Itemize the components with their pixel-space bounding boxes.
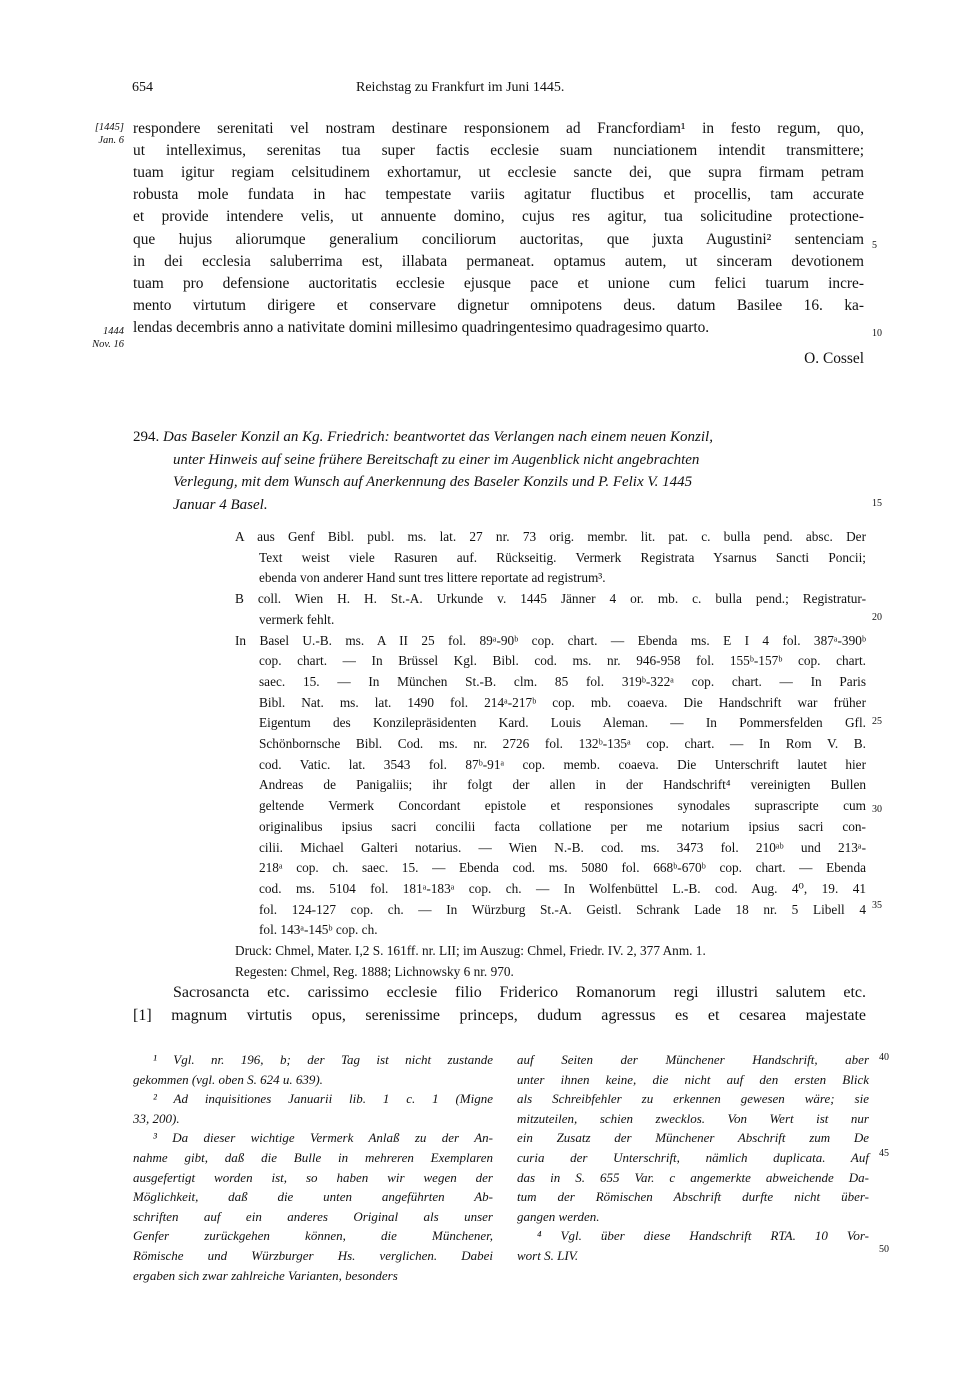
footnote-line: 33, 200). xyxy=(133,1110,180,1126)
source-line: Bibl. Nat. ms. lat. 1490 fol. 214ᵃ-217ᵇ cop. mb. coaeva. Die Handschrift war früher xyxy=(259,694,866,710)
footnote-line: ausgefertigt worden ist, so haben wir wegen der xyxy=(133,1169,493,1185)
regest-line xyxy=(133,426,866,449)
line-number: 5 xyxy=(872,240,877,251)
footnote-line: ergaben sich zwar zahlreiche Varianten, besonders xyxy=(133,1267,398,1283)
footnote-line: nahme gibt, daß die Bulle in mehreren Exemplaren xyxy=(133,1150,493,1165)
regest-line xyxy=(133,494,866,517)
page-number: 654 xyxy=(132,80,153,95)
footnote-line: tum der Römischen Abschrift durfte nicht über- xyxy=(517,1189,869,1205)
source-line: geltende Vermerk Concordant epistole et responsiones synodales suprascripte cum xyxy=(259,798,866,814)
margin-date-1444 xyxy=(60,325,124,351)
document-294-regest xyxy=(133,426,866,516)
letter-line: mento virtutum dirigere et conservare dignetur omnipotens deus. datum Basilee 16. ka- xyxy=(133,296,864,314)
footnote-line: als Schreibfehler zu erkennen gewesen wäre; sie xyxy=(517,1091,869,1107)
letter-line: lendas decembris anno a nativitate domini millesimo quadringentesimo quadragesimo quarto. xyxy=(133,318,710,336)
margin-date-1445 xyxy=(60,121,124,147)
letter-line: tuam pro defensione auctoritatis ecclesie ejusque pace et unione cum felici tuarum incre- xyxy=(133,274,864,292)
source-line: saec. 15. — In München St.-B. clm. 85 fol. 319ᵇ-322ᵃ cop. chart. — In Paris xyxy=(259,673,866,689)
source-line: fol. 143ᵃ-145ᵇ cop. ch. xyxy=(259,922,378,938)
footnote-line: Genfer zurückgehen können, die Münchener, xyxy=(133,1228,493,1244)
line-number: 50 xyxy=(879,1244,889,1255)
text-line: [1] magnum virtutis opus, serenissime princeps, dudum agressus es et cesarea majestate xyxy=(133,1007,866,1024)
source-line: Regesten: Chmel, Reg. 1888; Lichnowsky 6 nr. 970. xyxy=(235,963,514,979)
line-number: 40 xyxy=(879,1052,889,1063)
source-line: Andreas de Panigaliis; ihr folgt der allen in der Handschrift⁴ vereinigten Bullen xyxy=(259,777,866,793)
running-header xyxy=(0,80,960,100)
letter-line: que hujus aliorumque generalium conciliorum auctoritas, que juxta Augustini² sentenciam xyxy=(133,230,864,248)
footnote-line: ⁴ Vgl. über diese Handschrift RTA. 10 Vor- xyxy=(537,1228,869,1244)
letter-line: et provide intendere velis, ut annuente domino, cujus res agitur, tua solicitudine protectione- xyxy=(133,208,864,226)
line-number: 25 xyxy=(872,716,882,727)
footnote-line: ² Ad inquisitiones Januarii lib. 1 c. 1 (Migne xyxy=(153,1091,493,1107)
source-line: ebenda von anderer Hand sunt tres littere reportate ad registrum³. xyxy=(259,570,606,586)
letter-line: in dei ecclesia saluberrima est, illabata permaneat. optamus autem, ut sinceram devotionem xyxy=(133,252,864,270)
source-line: cod. Vatic. lat. 3543 fol. 87ᵇ-91ᵃ cop. memb. coaeva. Die Unterschrift lautet hier xyxy=(259,756,866,772)
line-number: 35 xyxy=(872,900,882,911)
regest-line xyxy=(133,449,866,472)
footnote-line: gangen werden. xyxy=(517,1208,600,1224)
footnote-line: Möglichkeit, daß die unten angeführten Ab- xyxy=(133,1189,493,1205)
regest-text: Das Baseler Konzil an Kg. Friedrich: beantwortet das Verlangen nach einem neuen Konzil, xyxy=(163,429,713,445)
footnote-line: Römische und Würzburger Hs. verglichen. Dabei xyxy=(133,1248,493,1263)
text-line: Sacrosancta etc. carissimo ecclesie filio Friderico Romanorum regi illustri salutem etc. xyxy=(173,984,866,1001)
letter-line: ut intelleximus, serenitas tua super factis ecclesie suam nunciationem intendit transmittere; xyxy=(133,142,864,160)
footnote-line: mitzuteilen, schien zwecklos. Von Wert ist nur xyxy=(517,1110,869,1126)
line-number: 10 xyxy=(872,328,882,339)
line-number: 45 xyxy=(879,1148,889,1159)
letter-line: tuam igitur regiam celsitudinem exhortamur, ut ecclesie sancte dei, que supra firmam petram xyxy=(133,164,864,182)
regest-text: Verlegung, mit dem Wunsch auf Anerkennung des Baseler Konzils und P. Felix V. 1445 xyxy=(173,474,693,490)
footnote-line: schriften auf ein anderes Original als unser xyxy=(133,1208,493,1224)
regest-text: unter Hinweis auf seine frühere Bereitschaft zu einer im Augenblick nicht angebrachten xyxy=(173,451,700,468)
source-line: vermerk fehlt. xyxy=(259,611,335,627)
footnote-line: gekommen (vgl. oben S. 624 u. 639). xyxy=(133,1071,323,1087)
source-line: cod. ms. 5104 fol. 181ᵃ-183ᵃ cop. ch. — In Wolfenbüttel L.-B. cod. Aug. 4⁰, 19. 41 xyxy=(259,880,866,896)
source-line: cop. chart. — In Brüssel Kgl. Bibl. cod. ms. nr. 946-958 fol. 155ᵇ-157ᵇ cop. chart. xyxy=(259,653,866,669)
source-line: originalibus ipsius sacri concilii facta collatione per me notarium ipsius sacri con- xyxy=(259,818,866,834)
source-line: Schönbornsche Bibl. Cod. ms. nr. 2726 fol. 132ᵇ-135ᵃ cop. chart. — In Rom V. B. xyxy=(259,736,866,751)
source-line: B coll. Wien H. H. St.-A. Urkunde v. 1445 Jänner 4 or. mb. c. bulla pend.; Registratur- xyxy=(235,591,866,607)
letter-line: robusta mole fundata in hac tempestate variis agitatur fluctibus et procellis, tam accurate xyxy=(133,186,864,204)
source-line: A aus Genf Bibl. publ. ms. lat. 27 nr. 73 orig. membr. lit. pat. c. bulla pend. absc. Der xyxy=(235,529,866,544)
regest-line xyxy=(133,471,866,494)
letter-line: respondere serenitati vel nostram destinare responsionem ad Francfordiam¹ in festo regum, quo, xyxy=(133,120,864,137)
margin-date-day: Nov. 16 xyxy=(92,339,124,350)
source-line: fol. 124-127 cop. ch. — In Würzburg St.-A. Geistl. Schrank Lade 18 nr. 5 Libell 4 xyxy=(259,901,866,917)
footnote-line: wort S. LIV. xyxy=(517,1248,579,1263)
margin-date-day: Jan. 6 xyxy=(98,135,124,146)
source-line: cilii. Michael Galteri notarius. — Wien N.-B. cod. ms. 3473 fol. 210ᵃᵇ und 213ᵃ- xyxy=(259,839,866,855)
footnote-line: unter ihnen keine, die nicht auf den ersten Blick xyxy=(517,1071,869,1087)
margin-date-year: [1445] xyxy=(94,122,124,133)
running-title: Reichstag zu Frankfurt im Juni 1445. xyxy=(356,80,565,95)
source-line: Text weist viele Rasuren auf. Rückseitig. Vermerk Registrata Ysarnus Sancti Poncii; xyxy=(259,549,866,565)
line-number: 15 xyxy=(872,498,882,509)
document-number: 294. xyxy=(133,429,163,445)
source-line: In Basel U.-B. ms. A II 25 fol. 89ᵃ-90ᵇ cop. chart. — Ebenda ms. E I 4 fol. 387ᵃ-390ᵇ xyxy=(235,632,866,648)
footnote-line: curia der Unterschrift, nämlich duplicata. Auf xyxy=(517,1150,869,1165)
line-number: 30 xyxy=(872,804,882,815)
regest-text: Januar 4 Basel. xyxy=(173,496,268,513)
footnote-line: ein Zusatz der Münchener Abschrift zum De xyxy=(517,1130,869,1146)
margin-date-year: 1444 xyxy=(103,326,124,337)
signature: O. Cossel xyxy=(804,350,864,367)
footnote-line: das in S. 655 Var. c angemerkte abweichende Da- xyxy=(517,1169,869,1185)
footnote-line: auf Seiten der Münchener Handschrift, aber xyxy=(517,1052,869,1067)
source-line: Druck: Chmel, Mater. I,2 S. 161ff. nr. LII; im Auszug: Chmel, Friedr. IV. 2, 377 Anm. 1. xyxy=(235,943,706,958)
footnote-line: ¹ Vgl. nr. 196, b; der Tag ist nicht zustande xyxy=(153,1052,493,1067)
footnote-line: ³ Da dieser wichtige Vermerk Anlaß zu der An- xyxy=(153,1130,493,1146)
line-number: 20 xyxy=(872,612,882,623)
source-line: 218ᵃ cop. ch. saec. 15. — Ebenda cod. ms. 5080 fol. 668ᵇ-670ᵇ cop. chart. — Ebenda xyxy=(259,860,866,876)
source-line: Eigentum des Konzilepräsidenten Kard. Louis Aleman. — In Pommersfelden Gfl. xyxy=(259,715,866,731)
